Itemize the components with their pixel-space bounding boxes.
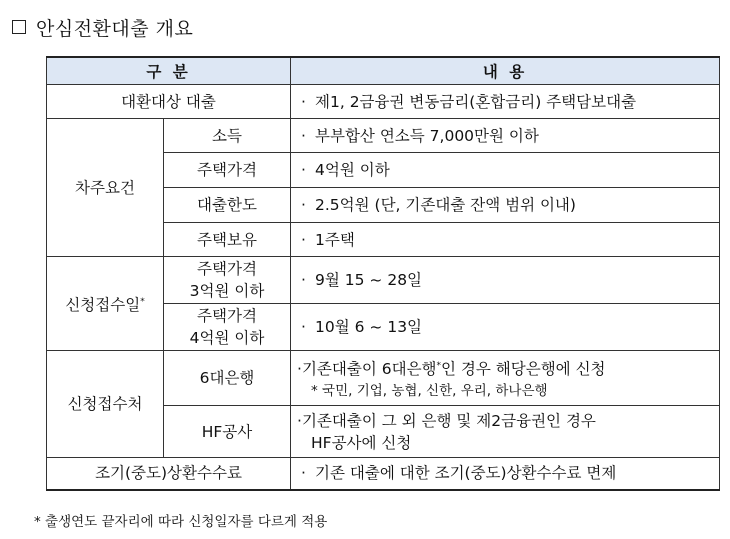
table-row bbox=[47, 119, 720, 153]
overview-table bbox=[46, 56, 720, 491]
bank-list-note: * 국민, 기업, 농협, 신한, 우리, 하나은행 bbox=[311, 382, 548, 399]
bullet-dot: · bbox=[297, 360, 302, 379]
row-value-ownership: · 1주택 bbox=[291, 223, 720, 257]
bullet-dot: · bbox=[301, 464, 306, 483]
row-label-target: 대환대상 대출 bbox=[47, 85, 291, 119]
bullet-dot: · bbox=[301, 161, 306, 179]
row-value-price: · 4억원 이하 bbox=[291, 153, 720, 188]
sub-label-limit: 대출한도 bbox=[164, 188, 291, 223]
table-row bbox=[47, 85, 720, 119]
table-row bbox=[47, 351, 720, 406]
sub-label-hf: HF공사 bbox=[164, 406, 291, 458]
footnote-mark: * bbox=[436, 361, 442, 372]
row-label-period: 신청접수일* bbox=[47, 257, 164, 351]
row-label-place: 신청접수처 bbox=[47, 351, 164, 458]
table-header-row bbox=[47, 57, 720, 85]
row-value-fee: · 기존 대출에 대한 조기(중도)상환수수료 면제 bbox=[291, 458, 720, 490]
row-value-under4: · 10월 6 ~ 13일 bbox=[291, 304, 720, 351]
sub-label-price: 주택가격 bbox=[164, 153, 291, 188]
table-row bbox=[47, 257, 720, 304]
row-value-banks: ·기존대출이 6대은행*인 경우 해당은행에 신청 * 국민, 기업, 농협, 신한, 우리, 하나은행 bbox=[291, 351, 720, 406]
row-label-eligibility: 차주요건 bbox=[47, 119, 164, 257]
bullet-dot: · bbox=[301, 92, 306, 111]
row-value-under3: · 9월 15 ~ 28일 bbox=[291, 257, 720, 304]
bullet-dot: · bbox=[301, 196, 306, 214]
title-text: 안심전환대출 개요 bbox=[36, 17, 194, 40]
sub-label-income: 소득 bbox=[164, 119, 291, 153]
row-value-hf: ·기존대출이 그 외 은행 및 제2금융권인 경우 HF공사에 신청 bbox=[291, 406, 720, 458]
sub-label-under4: 주택가격 4억원 이하 bbox=[164, 304, 291, 351]
bullet-dot: · bbox=[301, 230, 306, 249]
row-value-income: · 부부합산 연소득 7,000만원 이하 bbox=[291, 119, 720, 153]
header-content: 내 용 bbox=[291, 57, 720, 85]
row-label-fee: 조기(중도)상환수수료 bbox=[47, 458, 291, 490]
checkbox-square-icon bbox=[12, 20, 26, 34]
header-category: 구 분 bbox=[47, 57, 291, 85]
bullet-dot: · bbox=[301, 126, 306, 145]
section-title bbox=[12, 14, 193, 40]
bullet-dot: · bbox=[301, 271, 306, 289]
sub-label-under3: 주택가격 3억원 이하 bbox=[164, 257, 291, 304]
footnote-mark: * bbox=[140, 296, 145, 307]
bullet-dot: · bbox=[297, 411, 302, 430]
sub-label-ownership: 주택보유 bbox=[164, 223, 291, 257]
row-value-target: · 제1, 2금융권 변동금리(혼합금리) 주택담보대출 bbox=[291, 85, 720, 119]
sub-label-banks: 6대은행 bbox=[164, 351, 291, 406]
bullet-dot: · bbox=[301, 318, 306, 336]
footnote: * 출생연도 끝자리에 따라 신청일자를 다르게 적용 bbox=[34, 514, 328, 530]
table-row bbox=[47, 458, 720, 490]
row-value-limit: · 2.5억원 (단, 기존대출 잔액 범위 이내) bbox=[291, 188, 720, 223]
